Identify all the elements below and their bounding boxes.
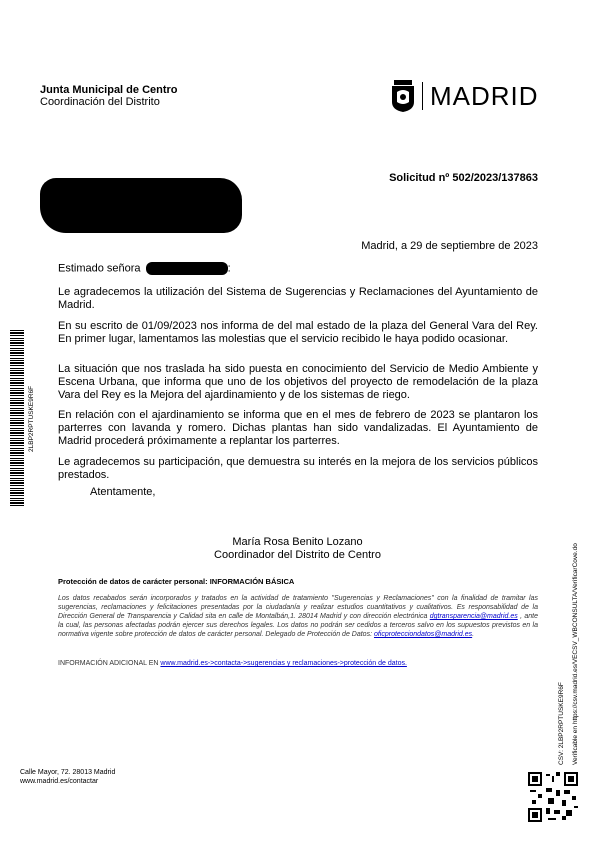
footer-address: [20, 768, 115, 786]
greeting: [58, 262, 231, 275]
privacy-body: [58, 594, 538, 639]
org-subtitle: Coordinación del Distrito: [40, 96, 160, 108]
additional-info: [58, 660, 407, 667]
signature-block: [0, 536, 595, 562]
greeting-prefix: Estimado señora: [58, 262, 141, 275]
paragraph-closing-thanks: Le agradecemos su participación, que demuestra su interés en la mejora de los servicios públicos prestados.: [58, 456, 538, 481]
barcode-code: 2LBP2RPTUSKE9R6F: [28, 385, 35, 453]
barcode-icon: [10, 330, 24, 508]
additional-info-label: INFORMACIÓN ADICIONAL EN: [58, 660, 161, 667]
letter-date: Madrid, a 29 de septiembre de 2023: [361, 240, 538, 252]
request-number: Solicitud nº 502/2023/137863: [389, 172, 538, 184]
email-link-transparencia[interactable]: dgtransparencia@madrid.es: [429, 613, 518, 620]
madrid-crest-icon: [390, 80, 416, 112]
logo-text: MADRID: [430, 81, 539, 111]
footer-web: www.madrid.es/contactar: [20, 778, 99, 785]
paragraph-gardening: En relación con el ajardinamiento se informa que en el mes de febrero de 2023 se plantaron los parterres con lavanda y romero. Dichas plantas han sido vandalizadas. El Ayuntamiento de Madrid procederá próximamente a replantar los parterres.: [58, 409, 538, 447]
verification-url: Verificable en https://csv.madrid.es/VECSV_WBCONSULTA/VerificarCove.do: [572, 543, 579, 765]
privacy-text-3: .: [472, 631, 475, 638]
madrid-logo: [390, 80, 550, 112]
privacy-text-1: Los datos recabados serán incorporados y tratados en la actividad de tratamiento "Sugerencias y Reclamaciones" con la finalidad de tramitar las sugerencias, reclamaciones y felicitaciones presentadas por la ciudadanía y realizar estudios cuantitativos y cualitativos. Es responsabilidad de la Dirección General de Transparencia y Calidad sita en calle de Montalbán,1. 28014 Madrid y con dirección electrónica: [58, 595, 538, 620]
redacted-address-block: [40, 178, 242, 233]
logo-divider: [422, 82, 423, 110]
paragraph-situation: La situación que nos traslada ha sido puesta en conocimiento del Servicio de Medio Ambiente y Escena Urbana, que informa que uno de los objetivos del proyecto de remodelación de la plaza Vara del Rey es la Mejora del ajardinamiento y de los sistemas de riego.: [58, 363, 538, 401]
csv-code: CSV: 2LBP2RPTUSKE9R6F: [558, 682, 565, 765]
privacy-title: Protección de datos de carácter personal: INFORMACIÓN BÁSICA: [58, 577, 295, 586]
paragraph-thanks: Le agradecemos la utilización del Sistema de Sugerencias y Reclamaciones del Ayuntamiento de Madrid.: [58, 286, 538, 311]
greeting-colon: :: [227, 262, 231, 275]
redacted-name: [146, 262, 228, 275]
footer-street: Calle Mayor, 72. 28013 Madrid: [20, 769, 116, 776]
signer-name: María Rosa Benito Lozano: [232, 536, 363, 548]
email-link-dpo[interactable]: oficprotecciondatos@madrid.es: [373, 631, 473, 638]
paragraph-complaint: En su escrito de 01/09/2023 nos informa de del mal estado de la plaza del General Vara del Rey. En primer lugar, lamentamos las molestias que el servicio recibido le haya podido ocasionar.: [58, 320, 538, 345]
additional-info-link[interactable]: www.madrid.es->contacta->sugerencias y reclamaciones->protección de datos.: [160, 660, 407, 667]
signer-title: Coordinador del Distrito de Centro: [214, 549, 381, 561]
org-name: Junta Municipal de Centro: [40, 84, 178, 96]
privacy-text-2: , ante la cual, las personas afectadas podrán ejercer sus derechos legales. Los datos no podrán ser cedidos a terceros salvo en los supuestos previstos en la normativa vigente sobre protección de datos de carácter personal. Delegado de Protección de Datos:: [58, 613, 538, 638]
qr-code-icon: [528, 772, 578, 822]
closing: Atentamente,: [90, 486, 156, 498]
